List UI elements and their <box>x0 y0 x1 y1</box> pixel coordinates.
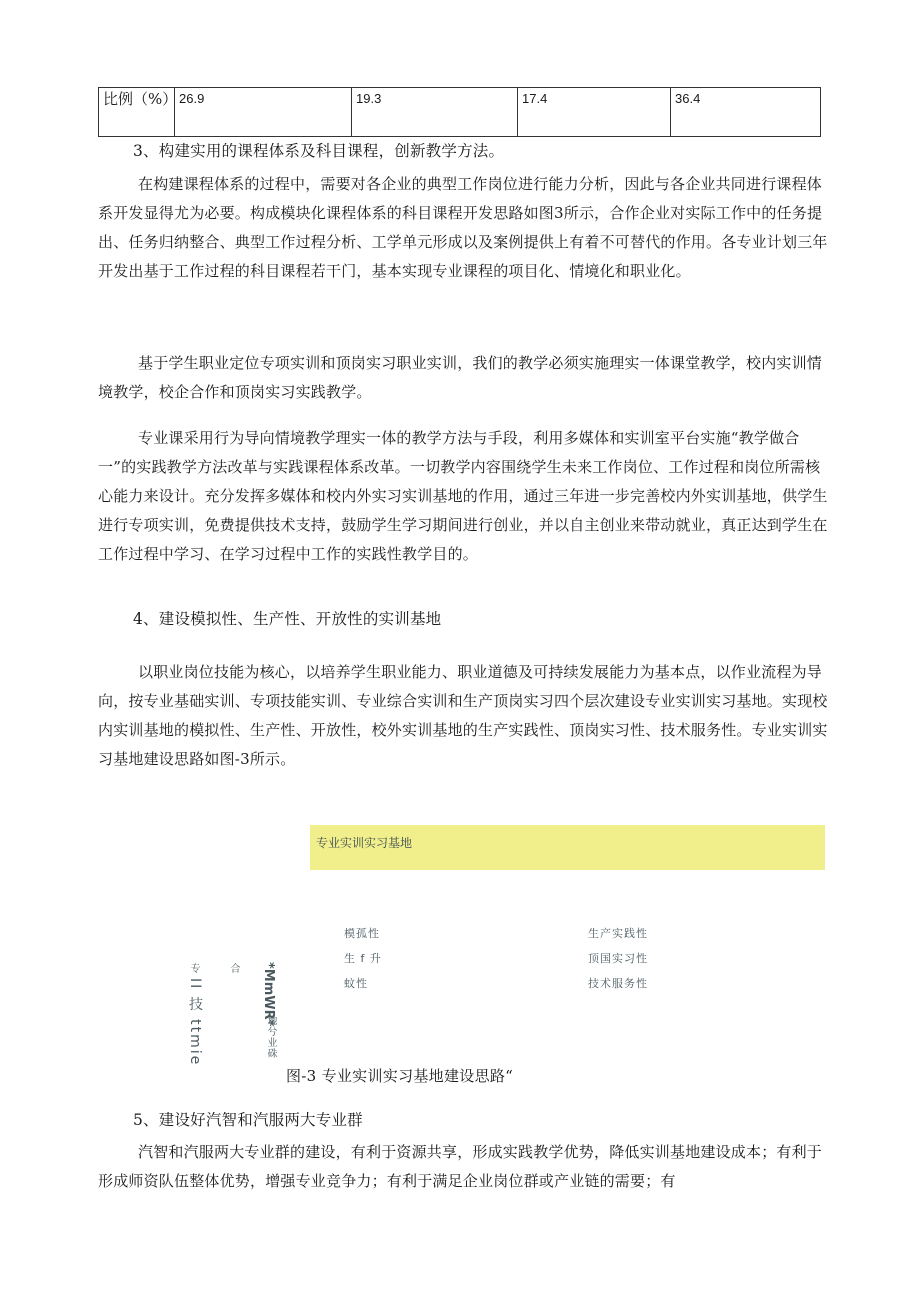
section-5-heading: 5、建设好汽智和汽服两大专业群 <box>133 1111 363 1129</box>
section-3-paragraph-1: 在构建课程体系的过程中，需要对各企业的典型工作岗位进行能力分析，因此与各企业共同进行课程体系开发显得尤为必要。构成模块化课程体系的科目课程开发思路如图3所示，合作企业对实际工作中的任务提出、任务归纳整合、典型工作过程分析、工学单元形成以及案例提供上有着不可替代的作用。各专业计划三年开发出基于工作过程的科目课程若干门，基本实现专业课程的项目化、情境化和职业化。 <box>98 175 828 280</box>
diagram-left-item: 蚊性 <box>344 977 368 990</box>
diagram-right-item: 技术服务性 <box>588 977 648 990</box>
section-3-paragraph-2: 基于学生职业定位专项实训和顶岗实习职业实训，我们的教学必须实施理实一体课堂教学，校内实训情境教学，校企合作和顶岗实习实践教学。 <box>98 354 823 401</box>
table-cell: 19.3 <box>352 88 518 137</box>
diagram-vertical-text: 地兮业硃 <box>265 1015 276 1059</box>
diagram-right-item: 顶国实习性 <box>588 952 648 965</box>
diagram-vertical-text: 合 <box>228 963 239 974</box>
section-3-heading: 3、构建实用的课程体系及科目课程，创新教学方法。 <box>133 142 505 160</box>
diagram-vertical-text: *MmWR* <box>261 962 276 1027</box>
section-4-paragraph-1: 以职业岗位技能为核心，以培养学生职业能力、职业道德及可持续发展能力为基本点，以作业流程为导向，按专业基础实训、专项技能实训、专业综合实训和生产顶岗实习四个层次建设专业实训实习基地。实现校内实训基地的模拟性、生产性、开放性，校外实训基地的生产实践性、顶岗实习性、技术服务性。专业实训实习基地建设思路如图-3所示。 <box>98 663 828 768</box>
section-3-paragraph-3: 专业课采用行为导向情境教学理实一体的教学方法与手段，利用多媒体和实训室平台实施“教学做合一”的实践教学方法改革与实践课程体系改革。一切教学内容围绕学生未来工作岗位、工作过程和岗位所需核心能力来设计。充分发挥多媒体和校内外实习实训基地的作用，通过三年进一步完善校内外实训基地，供学生进行专项实训，免费提供技术支持，鼓励学生学习期间进行创业，并以自主创业来带动就业，真正达到学生在工作过程中学习、在学习过程中工作的实践性教学目的。 <box>98 429 828 563</box>
table-row <box>99 88 821 137</box>
table-cell: 36.4 <box>671 88 821 137</box>
section-4-heading: 4、建设模拟性、生产性、开放性的实训基地 <box>133 610 442 628</box>
table-cell: 17.4 <box>518 88 671 137</box>
diagram-title-bar <box>310 825 825 870</box>
diagram-left-item: 模孤性 <box>344 927 380 940</box>
figure-caption: 图-3 专业实训实习基地建设思路“ <box>286 1067 514 1085</box>
table-cell: 26.9 <box>175 88 352 137</box>
diagram-right-item: 生产实践性 <box>588 927 648 940</box>
diagram-vertical-text: 专 <box>188 963 199 974</box>
ratio-table <box>98 87 821 137</box>
table-row-label: 比例（%） <box>99 88 175 137</box>
diagram-title-label: 专业实训实习基地 <box>316 836 413 850</box>
diagram-vertical-text: II 技 ttmie <box>187 978 203 1067</box>
diagram-left-item: 生 f 升 <box>344 952 382 965</box>
section-5-paragraph-1: 汽智和汽服两大专业群的建设，有利于资源共享，形成实践教学优势，降低实训基地建设成本；有利于形成师资队伍整体优势，增强专业竞争力；有利于满足企业岗位群或产业链的需要；有 <box>98 1143 823 1190</box>
